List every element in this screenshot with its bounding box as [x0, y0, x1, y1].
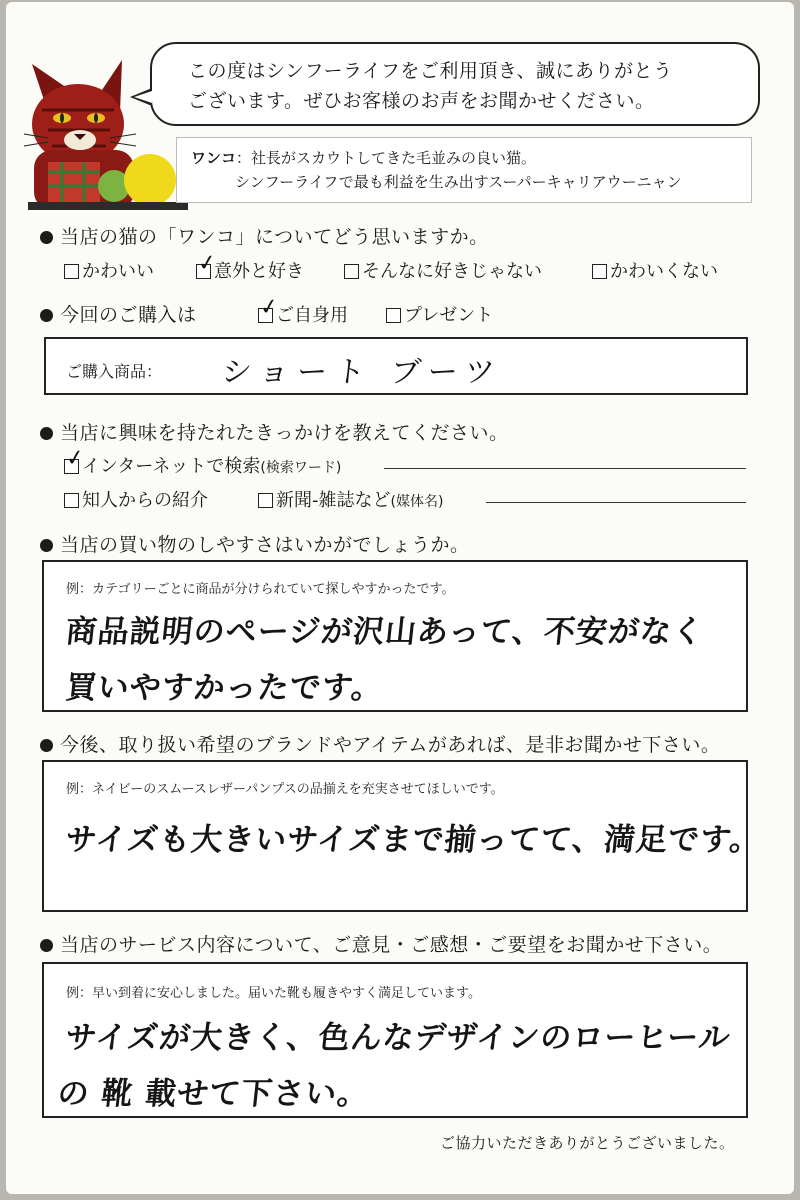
search-word-line[interactable] — [384, 468, 746, 469]
checkbox[interactable] — [344, 264, 359, 279]
checkbox-checked[interactable] — [64, 444, 87, 474]
example-text: 例：カテゴリーごとに商品が分けられていて探しやすかったです。 — [66, 582, 455, 597]
question-service-feedback — [40, 930, 722, 957]
option-label: かわいい — [82, 261, 154, 282]
option-for-self[interactable] — [258, 293, 348, 327]
question-text: 今後、取り扱い希望のブランドやアイテムがあれば、是非お聞かせ下さい。 — [60, 734, 721, 756]
question-text: 当店の猫の「ワンコ」についてどう思いますか。 — [60, 226, 489, 248]
option-kawaikunai[interactable] — [592, 257, 718, 283]
option-igai-to-suki[interactable] — [196, 249, 304, 283]
question-how-found — [40, 418, 509, 445]
product-label: ご購入商品： — [66, 362, 163, 381]
product-answer[interactable]: ショート ブーツ — [219, 355, 505, 390]
answer-box-feedback[interactable] — [42, 962, 748, 1118]
checkmark-icon: ✓ — [196, 249, 219, 278]
option-sublabel: (媒体名) — [390, 494, 444, 510]
question-desired-brands — [40, 730, 720, 757]
mascot-intro-line-1: ：社長がスカウトしてきた毛並みの良い猫。 — [236, 149, 537, 167]
lemon-fruit — [124, 154, 176, 206]
bullet-icon — [40, 231, 53, 244]
checkbox[interactable] — [386, 308, 401, 323]
option-label: 知人からの紹介 — [82, 490, 208, 511]
option-label: 意外と好き — [214, 261, 304, 282]
bullet-icon — [40, 427, 53, 440]
checkbox-checked[interactable] — [258, 293, 281, 323]
speech-bubble — [150, 42, 760, 126]
checkbox-checked[interactable] — [196, 249, 219, 279]
product-box — [44, 337, 748, 395]
question-purchase-type — [40, 300, 197, 327]
cat-plaid-scarf — [48, 162, 100, 202]
media-name-line[interactable] — [486, 502, 746, 503]
thanks-message: ご協力いただきありがとうございました。 — [440, 1134, 735, 1152]
table-edge — [28, 202, 188, 210]
option-sonnani-suki-janai[interactable] — [344, 257, 542, 283]
checkbox[interactable] — [64, 493, 79, 508]
mascot-intro-line-2: シンフーライフで最も利益を生み出すスーパーキャリアウーニャン — [235, 173, 682, 191]
checkbox[interactable] — [592, 264, 607, 279]
handwritten-answer-line-2: の 靴 載せて下さい。 — [55, 1076, 372, 1112]
option-label: かわいくない — [610, 261, 718, 282]
mascot-intro-box — [176, 137, 752, 203]
handwritten-answer-line-1: サイズも大きいサイズまで揃ってて、満足です。 — [63, 822, 764, 858]
option-label: そんなに好きじゃない — [362, 261, 542, 282]
handwritten-answer-line-1: 商品説明のページが沢山あって、不安がなく — [63, 614, 706, 650]
question-ease-of-shopping — [40, 530, 470, 557]
option-label: プレゼント — [404, 305, 494, 326]
speech-line-1: この度はシンフーライフをご利用頂き、誠にありがとう — [188, 60, 673, 82]
answer-box-brands[interactable] — [42, 760, 764, 912]
option-label: インターネットで検索 — [82, 456, 261, 477]
option-newspaper-magazine[interactable] — [258, 486, 443, 512]
question-cat-opinion — [40, 222, 489, 249]
option-label: 新聞-雑誌など — [276, 490, 391, 511]
mascot-name: ワンコ — [191, 149, 237, 167]
question-text: 当店のサービス内容について、ご意見・ご感想・ご要望をお聞かせ下さい。 — [60, 934, 723, 956]
bullet-icon — [40, 309, 53, 322]
question-text: 当店の買い物のしやすさはいかがでしょうか。 — [60, 534, 470, 556]
handwritten-answer-line-1: サイズが大きく、色んなデザインのローヒール — [63, 1020, 733, 1056]
question-text: 当店に興味を持たれたきっかけを教えてください。 — [60, 422, 509, 444]
option-sublabel: (検索ワード) — [260, 460, 342, 476]
option-label: ご自身用 — [276, 305, 348, 326]
checkmark-icon: ✓ — [258, 293, 281, 322]
option-kawaii[interactable] — [64, 257, 154, 283]
bullet-icon — [40, 739, 53, 752]
speech-bubble-tail-fill — [134, 91, 152, 103]
question-text: 今回のご購入は — [60, 304, 197, 326]
option-internet-search[interactable] — [64, 444, 342, 478]
example-text: 例：早い到着に安心しました。届いた靴も履きやすく満足しています。 — [66, 986, 481, 1001]
bullet-icon — [40, 539, 53, 552]
handwritten-answer-line-2: 買いやすかったです。 — [63, 670, 386, 706]
option-referral[interactable] — [64, 486, 208, 512]
bullet-icon — [40, 939, 53, 952]
speech-line-2: ございます。ぜひお客様のお声をお聞かせください。 — [188, 90, 655, 112]
answer-box-ease[interactable] — [42, 560, 748, 712]
checkbox[interactable] — [258, 493, 273, 508]
option-present[interactable] — [386, 301, 493, 327]
checkbox[interactable] — [64, 264, 79, 279]
example-text: 例：ネイビーのスムースレザーパンプスの品揃えを充実させてほしいです。 — [66, 782, 504, 797]
checkmark-icon: ✓ — [64, 444, 87, 473]
